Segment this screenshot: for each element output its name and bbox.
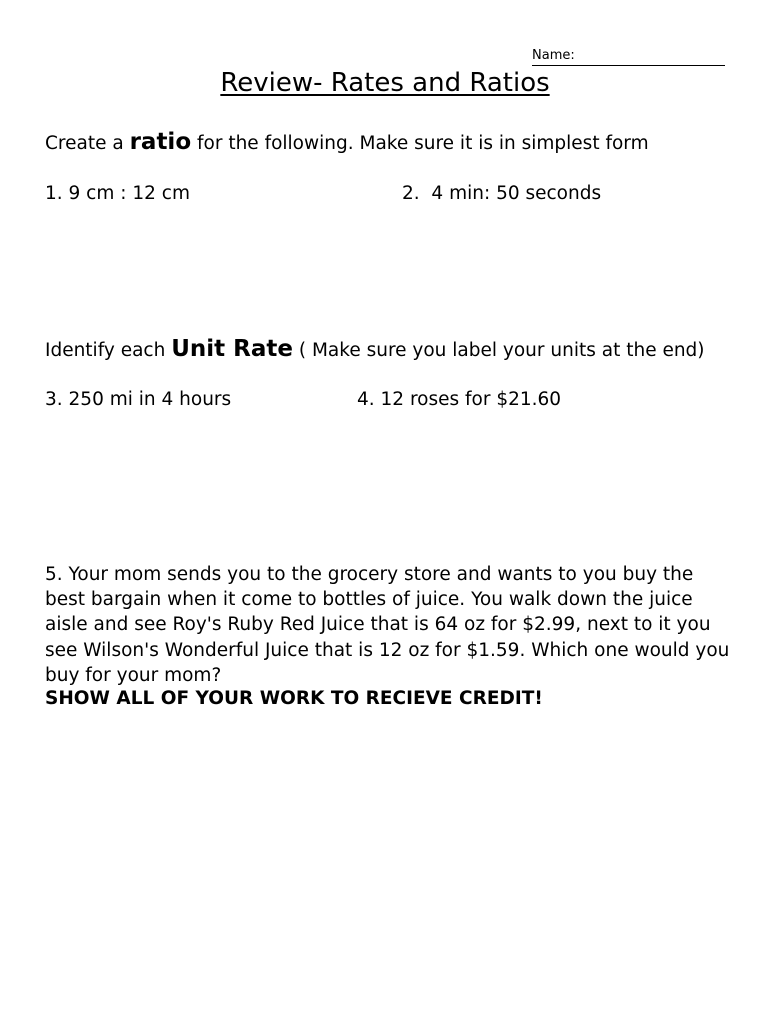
ratio-instructions <box>45 130 649 156</box>
word-problem-5: 5. Your mom sends you to the grocery store and wants to you buy the best bargain when it come to bottles of juice. You walk down the juice aisle and see Roy's Ruby Red Juice that is 64 oz for $2.99, next to it you see Wilson's Wonderful Juice that is 12 oz for $1.59. Which one would you buy for your mom? <box>45 564 730 686</box>
show-work-instruction: SHOW ALL OF YOUR WORK TO RECIEVE CREDIT! <box>45 688 543 709</box>
unit-rate-instructions-suffix: ( Make sure you label your units at the end) <box>292 340 705 361</box>
page-title: Review- Rates and Ratios <box>220 68 550 98</box>
ratio-emphasis: ratio <box>129 129 192 155</box>
problem-3: 3. 250 mi in 4 hours <box>45 389 232 410</box>
problem-2: 2. 4 min: 50 seconds <box>402 183 602 204</box>
name-field-label: Name: <box>532 47 725 66</box>
problem-4: 4. 12 roses for $21.60 <box>357 389 562 410</box>
unit-rate-instructions-prefix: Identify each <box>45 340 172 361</box>
ratio-instructions-prefix: Create a <box>45 133 130 154</box>
unit-rate-emphasis: Unit Rate <box>171 336 293 362</box>
unit-rate-instructions <box>45 337 705 363</box>
problem-1: 1. 9 cm : 12 cm <box>45 183 190 204</box>
ratio-instructions-suffix: for the following. Make sure it is in simplest form <box>191 133 649 154</box>
